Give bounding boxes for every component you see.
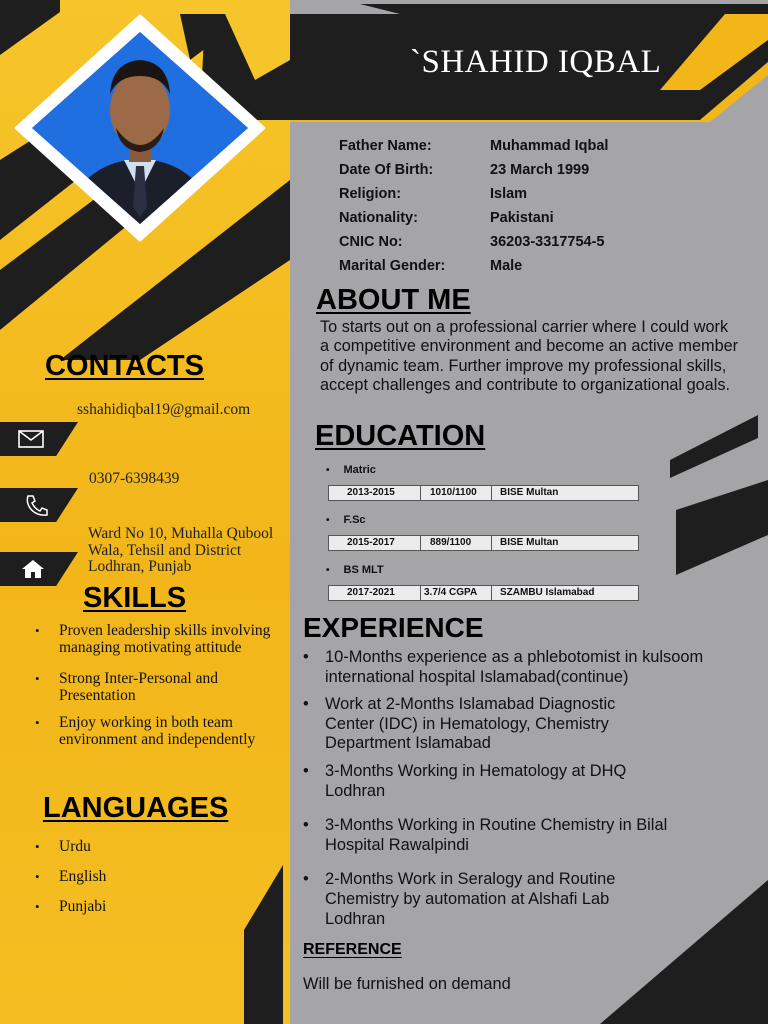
info-label: CNIC No: — [339, 234, 403, 250]
reference-heading: REFERENCE — [303, 941, 402, 958]
info-value: Islam — [490, 186, 528, 202]
bullet-icon: • — [326, 515, 330, 526]
skills-list — [35, 622, 290, 748]
bullet-icon: • — [35, 869, 40, 884]
about-heading: ABOUT ME — [316, 284, 471, 316]
right-slash-2 — [676, 480, 768, 575]
education-row — [328, 535, 639, 551]
bullet-icon: • — [303, 695, 309, 714]
education-row — [328, 485, 639, 501]
experience-list — [303, 648, 743, 929]
education-heading: EDUCATION — [315, 420, 486, 452]
education-degree — [326, 514, 366, 526]
bullet-icon: • — [303, 816, 309, 835]
edu-institute: SZAMBU Islamabad — [500, 587, 595, 598]
bullet-icon: • — [35, 899, 40, 914]
skills-heading: SKILLS — [83, 582, 187, 614]
education-degree — [326, 464, 376, 476]
info-label: Marital Gender: — [339, 258, 446, 274]
education-degree — [326, 564, 384, 576]
info-value: Muhammad Iqbal — [490, 138, 609, 154]
education-row — [328, 585, 639, 601]
personal-info-table — [339, 138, 608, 282]
envelope-icon — [18, 429, 46, 449]
edu-institute: BISE Multan — [500, 537, 559, 548]
experience-item — [303, 870, 743, 929]
top-thin-band — [360, 4, 768, 14]
phone-icon — [24, 493, 50, 517]
info-row-father — [339, 138, 608, 162]
degree-label: BS MLT — [343, 564, 384, 576]
bullet-icon: • — [35, 623, 40, 638]
info-row-gender — [339, 258, 608, 282]
edu-marks: 1010/1100 — [430, 487, 477, 498]
language-text: English — [59, 868, 107, 885]
experience-text: 3-Months Working in Hematology at DHQ Lodhran — [325, 761, 627, 800]
phone-text[interactable]: 0307-6398439 — [89, 470, 180, 487]
edu-years: 2013-2015 — [347, 487, 395, 498]
contacts-heading: CONTACTS — [45, 350, 204, 382]
edu-institute: BISE Multan — [500, 487, 559, 498]
degree-label: F.Sc — [343, 514, 366, 526]
edu-years: 2015-2017 — [347, 537, 395, 548]
reference-text: Will be furnished on demand — [303, 975, 511, 993]
experience-item — [303, 816, 743, 855]
address-text: Ward No 10, Muhalla Qubool Wala, Tehsil and District Lodhran, Punjab — [88, 525, 274, 575]
experience-item — [303, 695, 743, 754]
skill-text: Proven leadership skills involving managing motivating attitude — [59, 622, 271, 656]
candidate-name: `SHAHID IQBAL — [410, 44, 662, 80]
info-value: Male — [490, 258, 523, 274]
skill-item — [35, 622, 290, 656]
language-item — [35, 868, 235, 885]
language-item — [35, 898, 235, 915]
bullet-icon: • — [35, 839, 40, 854]
experience-text: 10-Months experience as a phlebotomist in kulsoom international hospital Islamabad(continue) — [325, 648, 704, 686]
experience-text: 3-Months Working in Routine Chemistry in Bilal Hospital Rawalpindi — [325, 816, 668, 854]
email-text[interactable]: sshahidiqbal19@gmail.com — [77, 401, 251, 418]
info-label: Religion: — [339, 186, 402, 202]
skill-item — [35, 670, 290, 704]
bullet-icon: • — [35, 715, 40, 730]
bullet-icon: • — [326, 565, 330, 576]
info-value: 23 March 1999 — [490, 162, 590, 178]
language-item — [35, 838, 235, 855]
experience-text: Work at 2-Months Islamabad Diagnostic Center (IDC) in Hematology, Chemistry Department Islamabad — [325, 695, 616, 753]
skill-text: Enjoy working in both team environment and independently — [59, 714, 256, 748]
right-slash-1 — [670, 415, 758, 478]
edu-marks: 3.7/4 CGPA — [424, 587, 478, 598]
edu-marks: 889/1100 — [430, 537, 472, 548]
experience-item — [303, 762, 743, 801]
about-text: To starts out on a professional carrier where I could work a competitive environment and become an active member of dynamic team. Further improve my professional skills, accept challenges and contribute to organizational goals. — [320, 318, 739, 395]
languages-list — [35, 838, 235, 915]
language-text: Punjabi — [59, 898, 107, 915]
degree-label: Matric — [343, 464, 376, 476]
experience-item — [303, 648, 743, 687]
skill-item — [35, 714, 290, 748]
language-text: Urdu — [59, 838, 91, 855]
header-gap — [295, 122, 706, 134]
bullet-icon: • — [303, 648, 309, 666]
experience-text: 2-Months Work in Seralogy and Routine Chemistry by automation at Alshafi Lab Lodhran — [325, 870, 616, 928]
info-label: Father Name: — [339, 138, 432, 154]
skill-text: Strong Inter-Personal and Presentation — [59, 670, 218, 704]
info-value: 36203-3317754-5 — [490, 234, 605, 250]
edu-years: 2017-2021 — [347, 587, 395, 598]
info-row-dob — [339, 162, 608, 186]
info-row-religion — [339, 186, 608, 210]
home-icon — [20, 558, 46, 580]
info-row-cnic — [339, 234, 608, 258]
bullet-icon: • — [326, 465, 330, 476]
profile-photo — [32, 32, 248, 224]
experience-heading: EXPERIENCE — [303, 612, 484, 643]
bullet-icon: • — [35, 671, 40, 686]
info-label: Nationality: — [339, 210, 418, 226]
left-bottom-wedge — [244, 865, 283, 1024]
bullet-icon: • — [303, 870, 309, 889]
bullet-icon: • — [303, 761, 309, 780]
languages-heading: LANGUAGES — [43, 792, 229, 824]
info-value: Pakistani — [490, 210, 554, 226]
info-row-nationality — [339, 210, 608, 234]
info-label: Date Of Birth: — [339, 162, 434, 178]
